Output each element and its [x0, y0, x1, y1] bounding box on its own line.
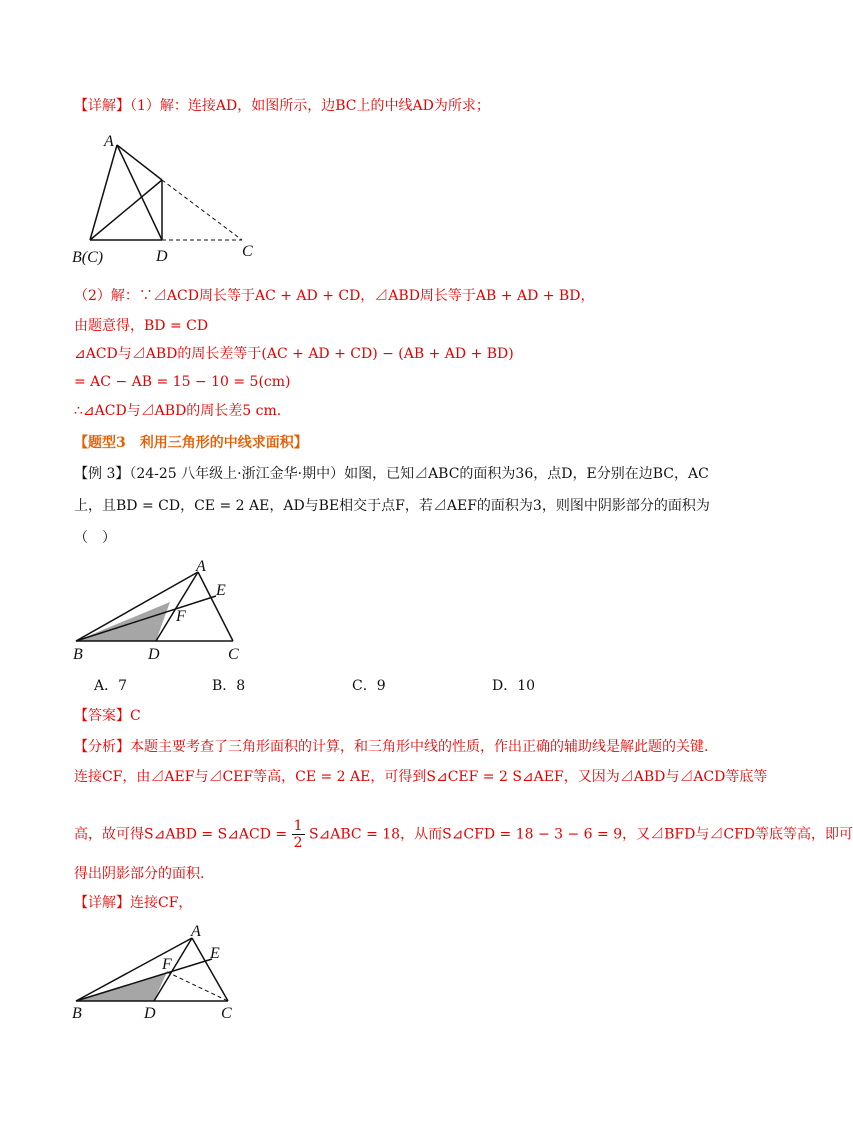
section-title: 【题型3 利用三角形的中线求面积】: [74, 435, 308, 451]
fig3-label-e: E: [210, 945, 220, 962]
fig2-label-a: A: [196, 558, 206, 575]
fig3-label-b: B: [72, 1005, 82, 1022]
analysis-line2: 连接CF，由⊿AEF与⊿CEF等高，CE = 2 AE，可得到S⊿CEF = 2 S⊿AEF，又因为⊿ABD与⊿ACD等底等: [74, 769, 768, 785]
fig3-label-f: F: [162, 956, 172, 973]
fig2-label-e: E: [216, 582, 226, 599]
fig1-label-a: A: [104, 133, 114, 150]
analysis-line4: 得出阴影部分的面积.: [74, 866, 205, 882]
fraction-one-half: $\frac{1}{2}$: [293, 818, 303, 851]
analysis-text1: 本题主要考查了三角形面积的计算，和三角形中线的性质，作出正确的辅助线是解此题的关键.: [130, 739, 709, 755]
part2-line5: ∴⊿ACD与⊿ABD的周长差5 cm.: [74, 403, 282, 419]
fig2-label-b: B: [73, 646, 83, 663]
option-c: C．9: [352, 678, 386, 694]
part2-line1: （2）解：∵⊿ACD周长等于AC + AD + CD，⊿ABD周长等于AB + AD + BD，: [74, 288, 595, 304]
option-d: D．10: [492, 678, 536, 694]
detail-tag-2: 【详解】: [74, 895, 130, 911]
figure-1: [70, 130, 270, 270]
fig3-label-d: D: [144, 1005, 156, 1022]
option-a: A．7: [94, 678, 128, 694]
part2-line4: = AC − AB = 15 − 10 = 5(cm): [74, 374, 291, 390]
answer-tag: 【答案】: [74, 708, 130, 724]
answer: [74, 706, 141, 726]
fig1-label-c: C: [242, 243, 253, 260]
detail-connect: [74, 893, 192, 913]
example-line1: 【例 3】（24-25 八年级上·浙江金华·期中）如图，已知⊿ABC的面积为36，点D，E分别在边BC，AC: [74, 466, 709, 482]
fig2-label-d: D: [148, 646, 160, 663]
detail-tag: 【详解】: [74, 98, 130, 114]
answer-value: C: [130, 708, 141, 724]
analysis-tag: 【分析】: [74, 739, 130, 755]
analysis-line3: 高，故可得S⊿ABD = S⊿ACD = $\frac{1}{2}$ S⊿ABC = 18，从而S⊿CFD = 18 − 3 − 6 = 9，又⊿BFD与⊿CFD等底等高，即可: [74, 818, 853, 851]
fig1-label-bc: B(C): [72, 249, 104, 266]
detail-part1: [74, 96, 490, 116]
analysis-line1: [74, 737, 708, 757]
fig2-label-c: C: [228, 646, 239, 663]
part2-line3: ⊿ACD与⊿ABD的周长差等于(AC + AD + CD) − (AB + AD + BD): [74, 346, 514, 362]
fig2-label-f: F: [176, 608, 186, 625]
figure-2: [70, 555, 260, 665]
fig3-label-a: A: [191, 923, 201, 940]
part2-line2: 由题意得，BD = CD: [74, 318, 209, 334]
example-line2: 上，且BD = CD，CE = 2 AE，AD与BE相交于点F，若⊿AEF的面积为3，则图中阴影部分的面积为: [74, 498, 710, 514]
option-b: B．8: [212, 678, 246, 694]
fig3-label-c: C: [221, 1005, 232, 1022]
fig1-label-d: D: [156, 248, 168, 265]
example-line3: （ ）: [74, 530, 116, 546]
detail-text: 连接CF，: [130, 895, 193, 911]
figure-3: [70, 920, 260, 1030]
detail-part1-text: （1）解：连接AD，如图所示，边BC上的中线AD为所求；: [130, 98, 490, 114]
